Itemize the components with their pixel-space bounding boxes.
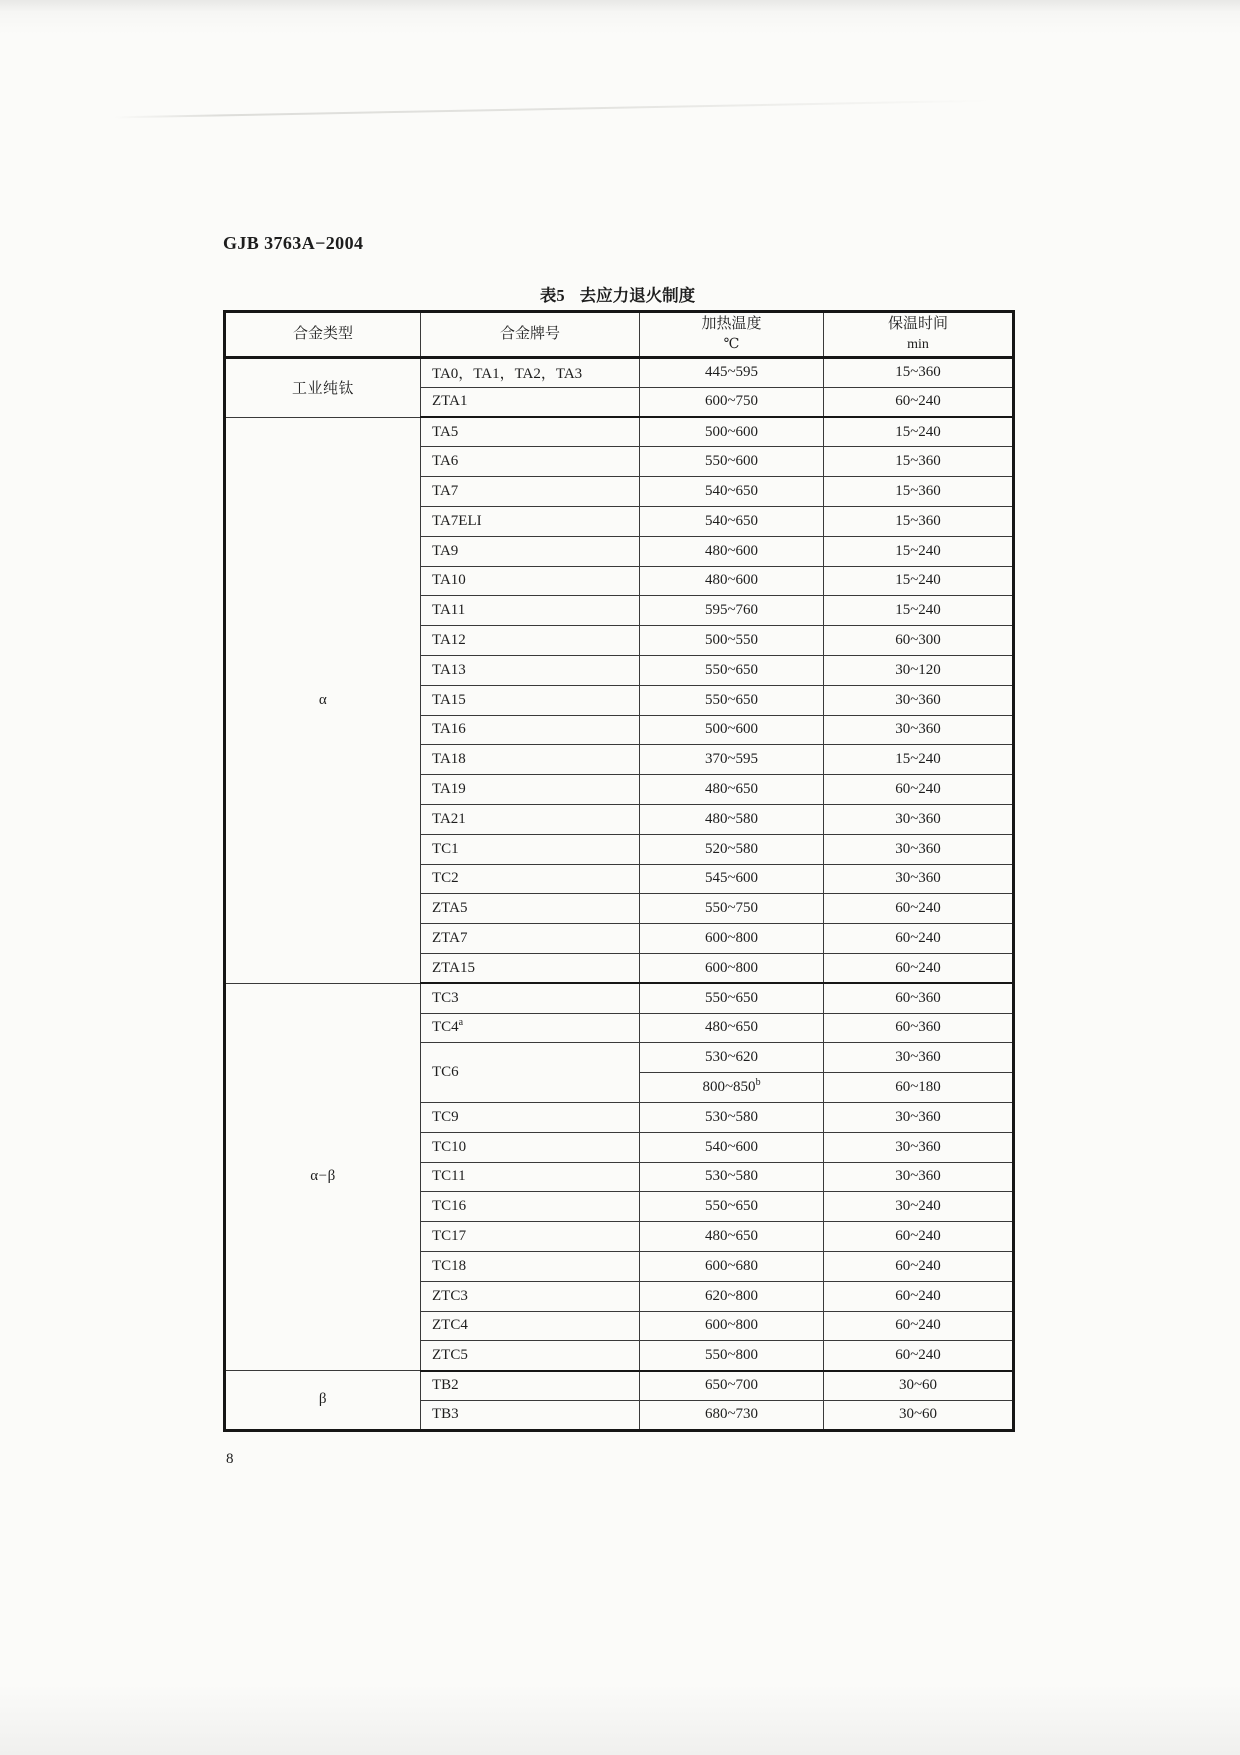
holding-time-cell: 30~360 <box>824 1162 1014 1192</box>
alloy-grade-cell: TB3 <box>421 1400 640 1430</box>
holding-time-cell: 30~360 <box>824 685 1014 715</box>
holding-time-cell: 60~240 <box>824 1251 1014 1281</box>
alloy-grade-cell: TC4$^a$ <box>421 1013 640 1043</box>
holding-time-cell: 60~240 <box>824 924 1014 954</box>
col-header-alloy-type <box>225 312 421 358</box>
alloy-grade-cell: TA12 <box>421 626 640 656</box>
holding-time-cell: 15~240 <box>824 596 1014 626</box>
alloy-grade-cell: ZTA7 <box>421 924 640 954</box>
alloy-grade-cell: TA7 <box>421 477 640 507</box>
heating-temp-cell: 500~550 <box>640 626 824 656</box>
heating-temp-cell: 550~600 <box>640 447 824 477</box>
heating-temp-cell: 600~800 <box>640 953 824 983</box>
alloy-grade-cell: TA6 <box>421 447 640 477</box>
table-row <box>225 983 1014 1013</box>
alloy-grade-cell: TC6 <box>421 1043 640 1103</box>
col-unit: min <box>907 336 929 352</box>
heating-temp-cell: 540~600 <box>640 1132 824 1162</box>
holding-time-cell: 30~120 <box>824 655 1014 685</box>
heating-temp-cell: 480~580 <box>640 804 824 834</box>
alloy-grade-cell: TA11 <box>421 596 640 626</box>
holding-time-cell: 30~360 <box>824 834 1014 864</box>
table-body <box>225 358 1014 1431</box>
heating-temp-cell: 550~650 <box>640 655 824 685</box>
alloy-grade-cell: TA5 <box>421 417 640 447</box>
heating-temp-cell: 600~800 <box>640 1311 824 1341</box>
table-number: 表5 <box>539 286 565 305</box>
col-label: 加热温度 <box>701 316 762 332</box>
holding-time-cell: 30~360 <box>824 864 1014 894</box>
holding-time-cell: 30~360 <box>824 1132 1014 1162</box>
col-header-holding-time <box>824 312 1014 358</box>
holding-time-cell: 15~240 <box>824 417 1014 447</box>
heating-temp-cell: 480~600 <box>640 536 824 566</box>
alloy-type-cell: 工业纯钛 <box>225 358 421 418</box>
heating-temp-cell: 650~700 <box>640 1371 824 1401</box>
alloy-grade-cell: ZTC3 <box>421 1281 640 1311</box>
holding-time-cell: 15~240 <box>824 566 1014 596</box>
alloy-type-cell: β <box>225 1371 421 1431</box>
col-header-alloy-grade <box>421 312 640 358</box>
header-row <box>225 312 1014 358</box>
alloy-grade-cell: ZTA5 <box>421 894 640 924</box>
heating-temp-cell: 540~650 <box>640 477 824 507</box>
heating-temp-cell: 680~730 <box>640 1400 824 1430</box>
alloy-grade-cell: ZTA15 <box>421 953 640 983</box>
standard-number: GJB 3763A−2004 <box>223 233 364 253</box>
holding-time-cell: 60~240 <box>824 1222 1014 1252</box>
alloy-type-cell: α <box>225 417 421 983</box>
heating-temp-cell: 445~595 <box>640 358 824 388</box>
heating-temp-cell: 530~580 <box>640 1102 824 1132</box>
alloy-grade-cell: TB2 <box>421 1371 640 1401</box>
col-header-heating-temp <box>640 312 824 358</box>
alloy-grade-cell: TA9 <box>421 536 640 566</box>
table-row <box>225 1371 1014 1401</box>
holding-time-cell: 60~240 <box>824 1311 1014 1341</box>
heating-temp-cell: 550~650 <box>640 685 824 715</box>
col-label: 保温时间 <box>887 316 948 332</box>
alloy-grade-cell: TA10 <box>421 566 640 596</box>
heating-temp-cell: 480~650 <box>640 1222 824 1252</box>
holding-time-cell: 60~240 <box>824 775 1014 805</box>
heating-temp-cell: 800~850$^b$ <box>640 1073 824 1103</box>
holding-time-cell: 30~60 <box>824 1371 1014 1401</box>
alloy-grade-cell: TC16 <box>421 1192 640 1222</box>
heating-temp-cell: 550~750 <box>640 894 824 924</box>
heating-temp-cell: 600~800 <box>640 924 824 954</box>
holding-time-cell: 60~240 <box>824 1341 1014 1371</box>
alloy-grade-cell: ZTC4 <box>421 1311 640 1341</box>
holding-time-cell: 60~240 <box>824 387 1014 417</box>
alloy-grade-cell: ZTC5 <box>421 1341 640 1371</box>
alloy-grade-cell: TC10 <box>421 1132 640 1162</box>
alloy-grade-cell: TC17 <box>421 1222 640 1252</box>
alloy-grade-cell: ZTA1 <box>421 387 640 417</box>
table-header <box>225 312 1014 358</box>
footnote-marker: a <box>458 1017 464 1029</box>
heating-temp-cell: 370~595 <box>640 745 824 775</box>
alloy-grade-cell: TA19 <box>421 775 640 805</box>
heating-temp-cell: 530~620 <box>640 1043 824 1073</box>
heating-temp-cell: 500~600 <box>640 715 824 745</box>
heating-temp-cell: 545~600 <box>640 864 824 894</box>
holding-time-cell: 15~240 <box>824 536 1014 566</box>
holding-time-cell: 60~360 <box>824 1013 1014 1043</box>
holding-time-cell: 30~240 <box>824 1192 1014 1222</box>
table-caption: 去应力退火制度 <box>579 286 696 305</box>
table-row <box>225 358 1014 388</box>
heating-temp-cell: 480~650 <box>640 1013 824 1043</box>
holding-time-cell: 30~360 <box>824 1043 1014 1073</box>
holding-time-cell: 30~60 <box>824 1400 1014 1430</box>
col-label: 合金类型 <box>292 325 353 342</box>
holding-time-cell: 60~240 <box>824 894 1014 924</box>
alloy-grade-cell: TA0，TA1，TA2，TA3 <box>421 358 640 388</box>
heating-temp-cell: 550~800 <box>640 1341 824 1371</box>
alloy-grade-cell: TC9 <box>421 1102 640 1132</box>
alloy-grade-cell: TC2 <box>421 864 640 894</box>
heating-temp-cell: 550~650 <box>640 1192 824 1222</box>
holding-time-cell: 15~360 <box>824 358 1014 388</box>
holding-time-cell: 15~360 <box>824 477 1014 507</box>
holding-time-cell: 15~360 <box>824 506 1014 536</box>
table-row <box>225 417 1014 447</box>
holding-time-cell: 30~360 <box>824 1102 1014 1132</box>
holding-time-cell: 60~240 <box>824 1281 1014 1311</box>
holding-time-cell: 15~240 <box>824 745 1014 775</box>
heating-temp-cell: 600~750 <box>640 387 824 417</box>
alloy-grade-cell: TA16 <box>421 715 640 745</box>
heating-temp-cell: 540~650 <box>640 506 824 536</box>
table-title <box>223 282 1012 306</box>
col-label: 合金牌号 <box>499 325 560 342</box>
holding-time-cell: 60~180 <box>824 1073 1014 1103</box>
heating-temp-cell: 520~580 <box>640 834 824 864</box>
alloy-grade-cell: TC3 <box>421 983 640 1013</box>
alloy-grade-cell: TC11 <box>421 1162 640 1192</box>
heating-temp-cell: 600~680 <box>640 1251 824 1281</box>
heating-temp-cell: 530~580 <box>640 1162 824 1192</box>
alloy-type-cell: α−β <box>225 983 421 1370</box>
col-unit: ℃ <box>723 336 740 352</box>
alloy-grade-cell: TC18 <box>421 1251 640 1281</box>
holding-time-cell: 30~360 <box>824 715 1014 745</box>
heating-temp-cell: 480~600 <box>640 566 824 596</box>
holding-time-cell: 60~360 <box>824 983 1014 1013</box>
alloy-grade-cell: TA13 <box>421 655 640 685</box>
holding-time-cell: 60~240 <box>824 953 1014 983</box>
alloy-grade-cell: TA21 <box>421 804 640 834</box>
alloy-grade-cell: TA7ELI <box>421 506 640 536</box>
holding-time-cell: 30~360 <box>824 804 1014 834</box>
heating-temp-cell: 480~650 <box>640 775 824 805</box>
heating-temp-cell: 550~650 <box>640 983 824 1013</box>
heating-temp-cell: 595~760 <box>640 596 824 626</box>
holding-time-cell: 60~300 <box>824 626 1014 656</box>
scan-artifact-streak <box>114 100 992 119</box>
alloy-grade-cell: TA18 <box>421 745 640 775</box>
footnote-marker: b <box>755 1077 761 1089</box>
heating-temp-cell: 500~600 <box>640 417 824 447</box>
heating-temp-cell: 620~800 <box>640 1281 824 1311</box>
holding-time-cell: 15~360 <box>824 447 1014 477</box>
alloy-grade-cell: TC1 <box>421 834 640 864</box>
annealing-table <box>223 310 1015 1432</box>
alloy-grade-cell: TA15 <box>421 685 640 715</box>
page-number: 8 <box>226 1451 234 1467</box>
